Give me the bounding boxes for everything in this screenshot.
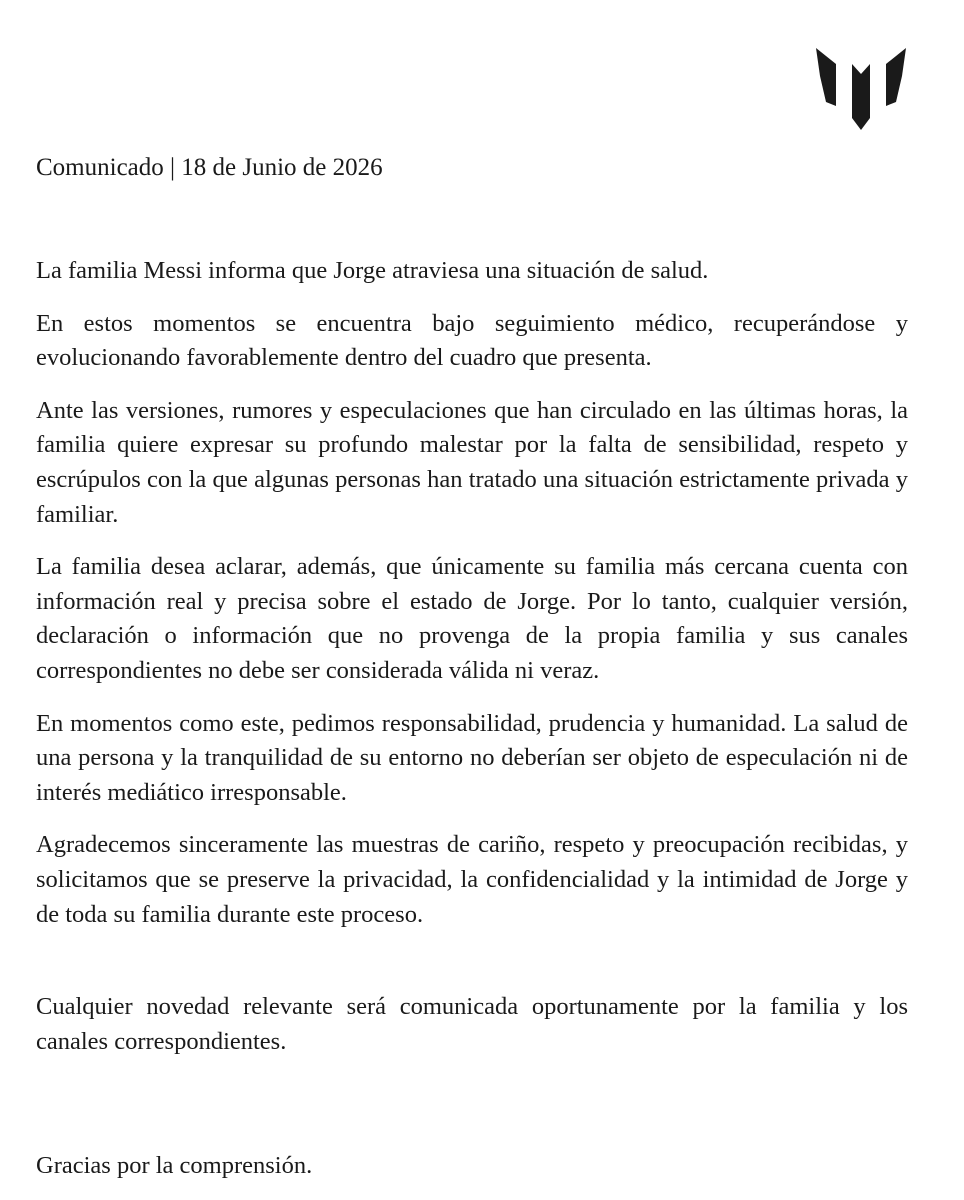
closing-line: Gracias por la comprensión.	[36, 1152, 313, 1179]
statement-header: Comunicado | 18 de Junio de 2026	[36, 154, 383, 181]
paragraph-1: La familia Messi informa que Jorge atraviesa una situación de salud.	[36, 257, 709, 284]
paragraph-4: La familia desea aclarar, además, que únicamente su familia más cercana cuenta con información real y precisa sobre el estado de Jorge. Por lo tanto, cualquier versión, declaración o información que no provenga de la propia familia y sus canales correspondientes no debe ser considerada válida ni veraz.	[36, 553, 908, 684]
paragraph-3: Ante las versiones, rumores y especulaciones que han circulado en las últimas horas, la familia quiere expresar su profundo malestar por la falta de sensibilidad, respeto y escrúpulos con la que algunas personas han tratado una situación estrictamente privada y familiar.	[36, 396, 908, 528]
paragraph-7: Cualquier novedad relevante será comunicada oportunamente por la familia y los canales correspondientes.	[36, 993, 908, 1055]
messi-logo-icon	[814, 44, 908, 132]
paragraph-2: En estos momentos se encuentra bajo seguimiento médico, recuperándose y evolucionando favorablemente dentro del cuadro que presenta.	[36, 309, 908, 372]
paragraph-6: Agradecemos sinceramente las muestras de cariño, respeto y preocupación recibidas, y solicitamos que se preserve la privacidad, la confidencialidad y la intimidad de Jorge y de toda su familia durante este proceso.	[36, 831, 908, 928]
statement-body	[36, 254, 908, 1077]
paragraph-5: En momentos como este, pedimos responsabilidad, prudencia y humanidad. La salud de una persona y la tranquilidad de su entorno no deberían ser objeto de especulación ni de interés mediático irresponsable.	[36, 709, 908, 806]
